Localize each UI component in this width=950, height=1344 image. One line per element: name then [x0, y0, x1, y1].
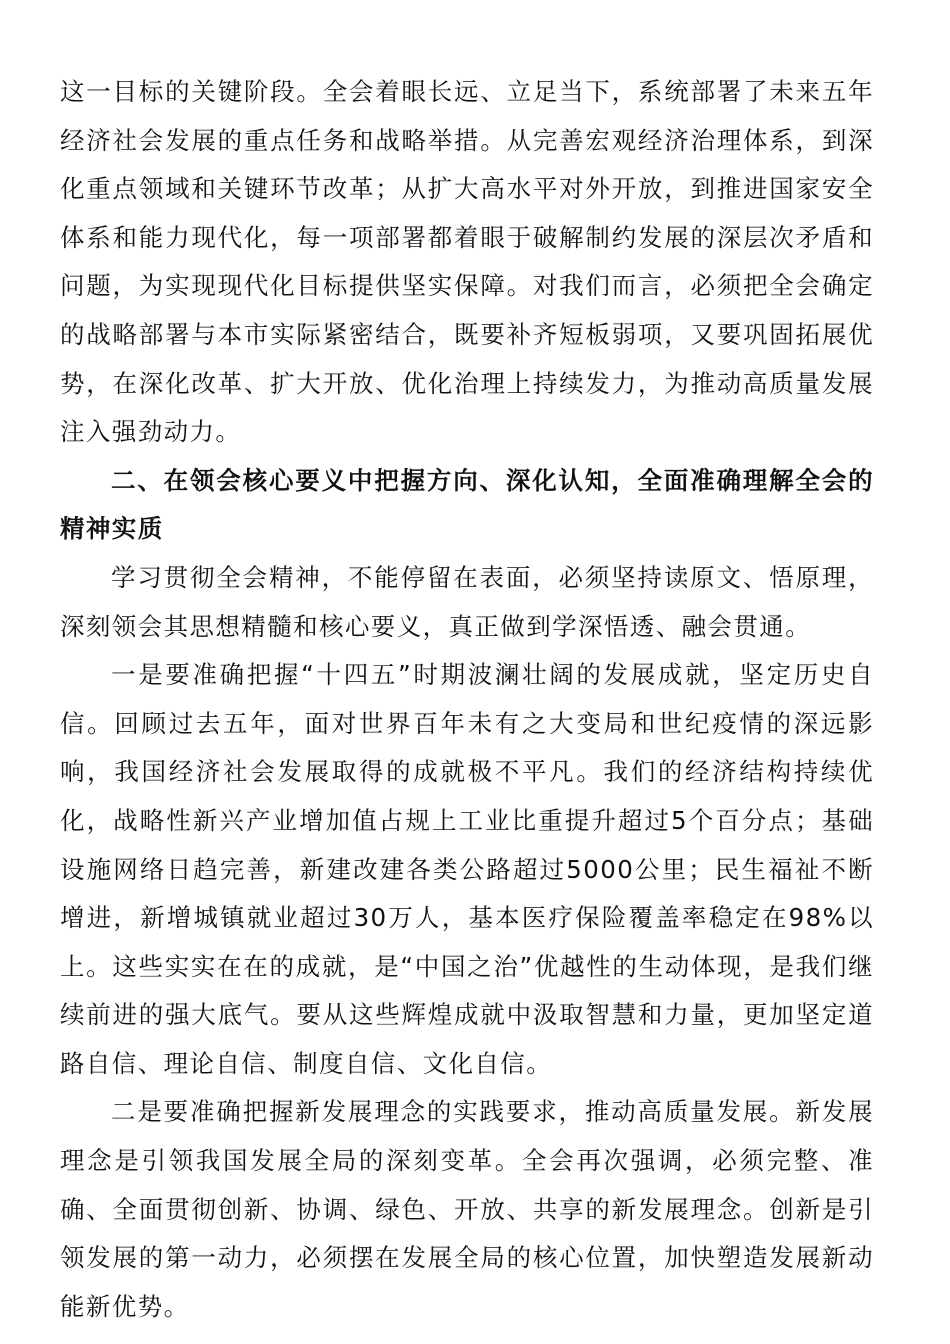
paragraph-continuation: 这一目标的关键阶段。全会着眼长远、立足当下，系统部署了未来五年经济社会发展的重点任务和战略举措。从完善宏观经济治理体系，到深化重点领域和关键环节改革；从扩大高水平对外开放，到推进国家安全体系和能力现代化，每一项部署都着眼于破解制约发展的深层次矛盾和问题，为实现现代化目标提供坚实保障。对我们而言，必须把全会确定的战略部署与本市实际紧密结合，既要补齐短板弱项，又要巩固拓展优势，在深化改革、扩大开放、优化治理上持续发力，为推动高质量发展注入强劲动力。 — [60, 77, 874, 447]
paragraph-point-one: 一是要准确把握“十四五”时期波澜壮阔的发展成就，坚定历史自信。回顾过去五年，面对世界百年未有之大变局和世纪疫情的深远影响，我国经济社会发展取得的成就极不平凡。我们的经济结构持续优化，战略性新兴产业增加值占规上工业比重提升超过5个百分点；基础设施网络日趋完善，新建改建各类公路超过5000公里；民生福祉不断增进，新增城镇就业超过30万人，基本医疗保险覆盖率稳定在98%以上。这些实实在在的成就，是“中国之治”优越性的生动体现，是我们继续前进的强大底气。要从这些辉煌成就中汲取智慧和力量，更加坚定道路自信、理论自信、制度自信、文化自信。 — [60, 660, 874, 1078]
paragraph-point-two: 二是要准确把握新发展理念的实践要求，推动高质量发展。新发展理念是引领我国发展全局的深刻变革。全会再次强调，必须完整、准确、全面贯彻创新、协调、绿色、开放、共享的新发展理念。创新是引领发展的第一动力，必须摆在发展全局的核心位置，加快塑造发展新动能新优势。 — [60, 1097, 874, 1321]
section-heading: 二、在领会核心要义中把握方向、深化认知，全面准确理解全会的精神实质 — [60, 465, 874, 544]
document-page — [60, 68, 874, 1331]
paragraph-intro: 学习贯彻全会精神，不能停留在表面，必须坚持读原文、悟原理，深刻领会其思想精髓和核心要义，真正做到学深悟透、融会贯通。 — [60, 562, 874, 641]
